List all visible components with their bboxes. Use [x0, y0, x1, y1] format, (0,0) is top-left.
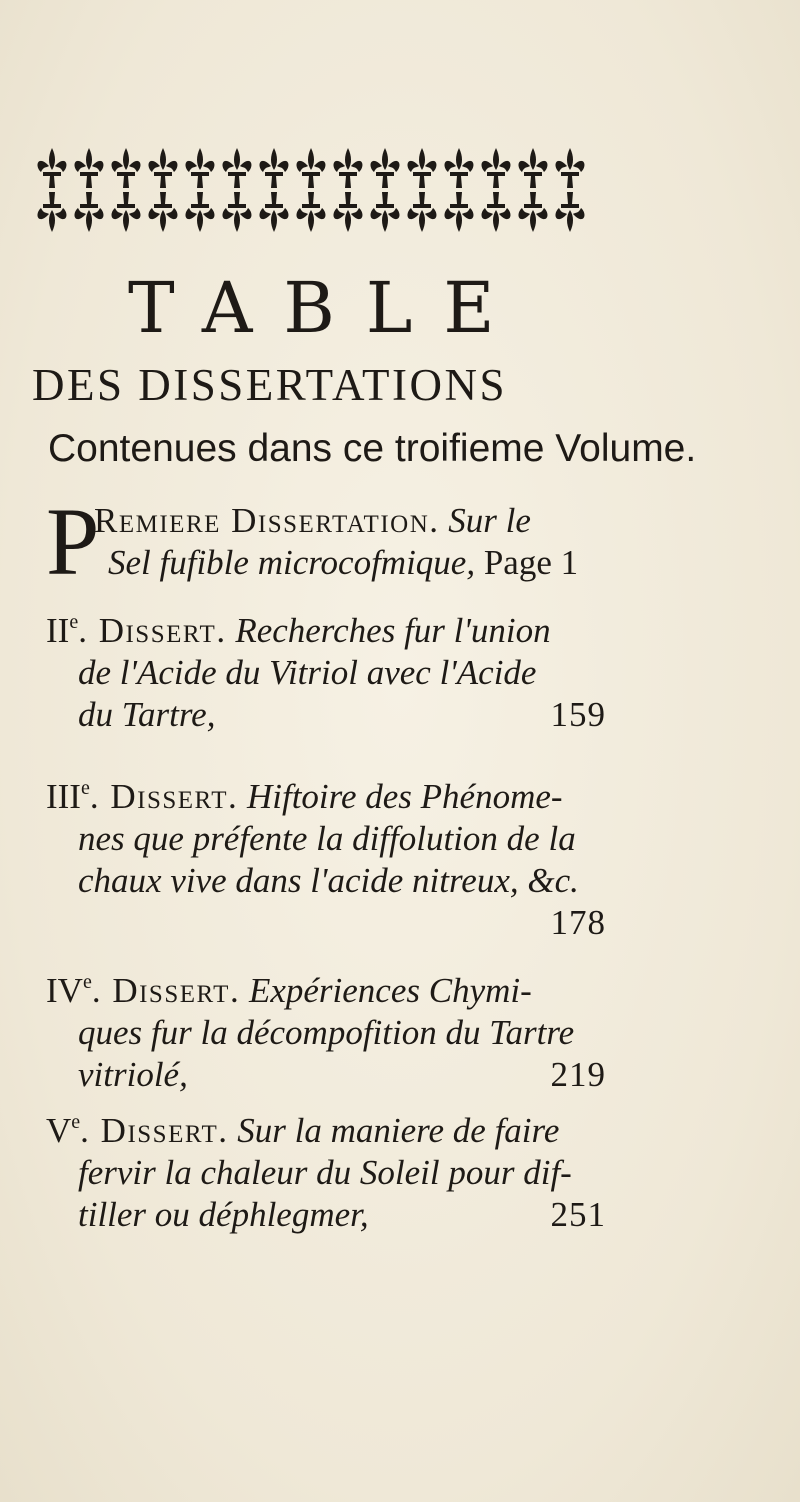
entry-numeral: IIIe	[46, 777, 90, 816]
fleur-de-lis-icon	[334, 192, 363, 232]
fleur-de-lis-icon	[186, 192, 215, 232]
entry-title-line-2: fervir la chaleur du Soleil pour dif-	[78, 1153, 572, 1192]
fleur-de-lis-icon	[260, 192, 289, 232]
fleur-de-lis-icon	[371, 192, 400, 232]
entry-title-line-3: vitriolé,	[78, 1055, 188, 1094]
fleur-de-lis-icon	[75, 148, 104, 188]
entry-label: . Dissert.	[78, 611, 227, 650]
entry-numeral: IVe	[46, 971, 92, 1010]
fleur-de-lis-icon	[223, 192, 252, 232]
entry-label: . Dissert.	[80, 1111, 229, 1150]
fleur-de-lis-icon	[445, 192, 474, 232]
fleuron-ornament-band	[32, 140, 594, 238]
fleur-de-lis-icon	[334, 148, 363, 188]
page-title: TABLE	[128, 267, 526, 349]
page-number: 159	[550, 695, 606, 734]
entry-title-line-3: chaux vive dans l'acide nitreux, &c.	[78, 861, 579, 900]
entry-title-line-3: tiller ou déphlegmer,	[78, 1195, 369, 1234]
fleur-de-lis-icon	[408, 192, 437, 232]
entry-label: Remiere Dissertation.	[94, 501, 440, 540]
entry-title-line-2: ques fur la décompofition du Tartre	[78, 1013, 575, 1052]
page-number: 251	[550, 1195, 606, 1234]
page-number: 1	[560, 543, 580, 582]
fleur-de-lis-icon	[371, 148, 400, 188]
entry-title-line-3: du Tartre,	[78, 695, 216, 734]
toc-entry-5	[46, 1110, 606, 1240]
entry-title-line-2: de l'Acide du Vitriol avec l'Acide	[78, 653, 537, 692]
entry-title-line-1: Expériences Chymi-	[248, 971, 532, 1010]
fleur-de-lis-icon	[408, 148, 437, 188]
entry-title-line-2: Sel fufible microcofmique,	[108, 543, 476, 582]
fleur-de-lis-icon	[519, 192, 548, 232]
fleur-de-lis-icon	[556, 148, 585, 188]
drop-cap-letter: P	[46, 488, 100, 595]
fleur-de-lis-icon	[149, 192, 178, 232]
fleur-de-lis-icon	[149, 148, 178, 188]
entry-label: . Dissert.	[91, 971, 241, 1010]
fleur-de-lis-icon	[223, 148, 252, 188]
fleur-de-lis-icon	[482, 192, 511, 232]
fleur-de-lis-icon	[186, 148, 215, 188]
contents-caption: Contenues dans ce troifieme Volume.	[48, 427, 697, 470]
page-prefix: Page	[483, 543, 552, 582]
fleur-de-lis-icon	[112, 148, 141, 188]
toc-entry-1	[46, 488, 606, 596]
entry-title-line-1: Recherches fur l'union	[235, 611, 551, 650]
fleur-de-lis-icon	[556, 192, 585, 232]
fleur-de-lis-icon	[260, 148, 289, 188]
toc-entry-4	[46, 970, 606, 1100]
entry-numeral: IIe	[46, 611, 79, 650]
fleur-de-lis-icon	[38, 148, 67, 188]
fleur-de-lis-icon	[297, 148, 326, 188]
entry-title-line-1: Hiftoire des Phénome-	[246, 777, 563, 816]
fleur-de-lis-icon	[445, 148, 474, 188]
entry-title-line-1: Sur le	[448, 501, 531, 540]
page-subtitle: DES DISSERTATIONS	[32, 360, 507, 410]
toc-entry-3	[46, 776, 606, 946]
fleur-de-lis-icon	[482, 148, 511, 188]
entry-title-line-1: Sur la maniere de faire	[237, 1111, 560, 1150]
fleur-de-lis-icon	[519, 148, 548, 188]
page-number: 219	[550, 1055, 606, 1094]
fleur-de-lis-icon	[75, 192, 104, 232]
fleur-de-lis-icon	[38, 192, 67, 232]
page-number: 178	[550, 903, 606, 942]
entry-label: . Dissert.	[89, 777, 239, 816]
toc-entry-2	[46, 610, 606, 740]
entry-title-line-2: nes que préfente la diffolution de la	[78, 819, 576, 858]
fleur-de-lis-icon	[297, 192, 326, 232]
entry-numeral: Ve	[46, 1111, 81, 1150]
fleur-de-lis-icon	[112, 192, 141, 232]
